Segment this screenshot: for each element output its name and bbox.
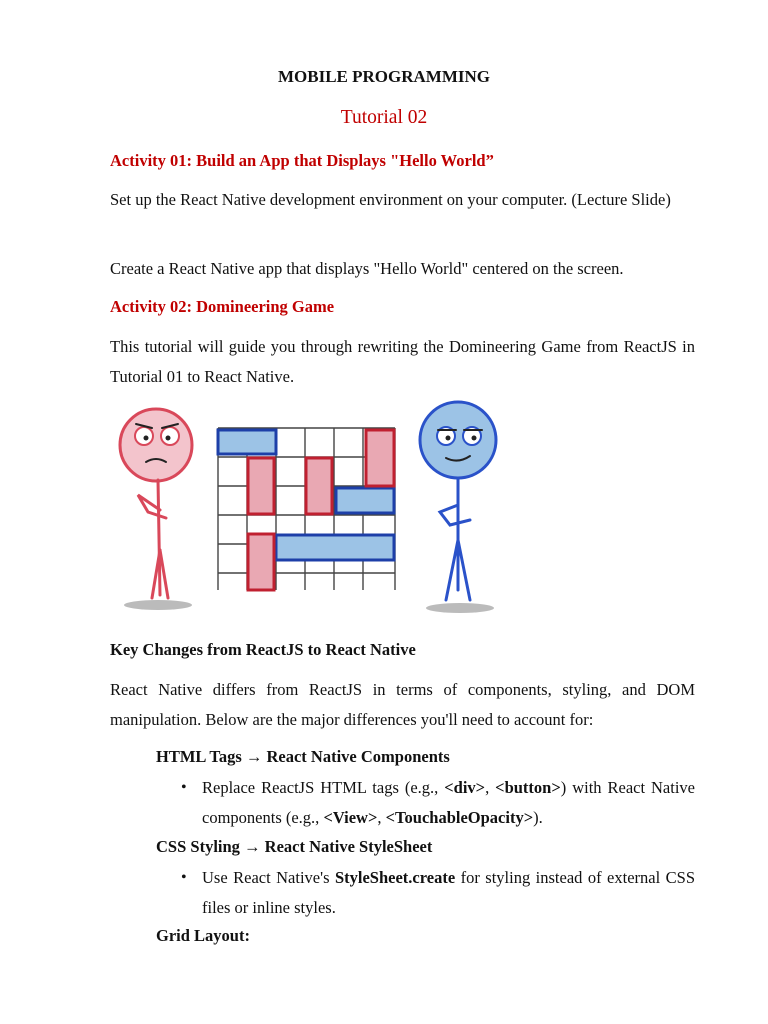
section-html-tags-title: HTML Tags → React Native Components — [156, 747, 450, 766]
tutorial-title: Tutorial 02 — [340, 107, 428, 128]
blue-domino — [276, 535, 394, 560]
bullet-marker: • — [181, 779, 187, 796]
red-domino — [306, 458, 332, 514]
activity-01-paragraph-1: Set up the React Native development environment on your computer. (Lecture Slide) — [110, 190, 671, 209]
bullet-marker: • — [181, 869, 187, 886]
red-player-shadow — [124, 600, 192, 610]
red-domino — [366, 430, 394, 486]
activity-01-heading: Activity 01: Build an App that Displays "Hello World” — [110, 151, 494, 170]
key-changes-heading: Key Changes from ReactJS to React Native — [110, 640, 416, 659]
key-changes-paragraph: React Native differs from ReactJS in terms of components, styling, and DOM manipulation. Below are the major differences you'll need to account for: — [110, 680, 695, 729]
section-grid-layout-title: Grid Layout: — [156, 926, 250, 945]
section-html-tags-bullet: Replace ReactJS HTML tags (e.g., <div>, <button>) with React Native components (e.g., <View>, <TouchableOpacity>). — [202, 778, 696, 827]
red-player-figure — [120, 409, 192, 598]
section-css-styling-title: CSS Styling → React Native StyleSheet — [156, 837, 433, 856]
activity-02-heading: Activity 02: Domineering Game — [110, 297, 335, 316]
blue-domino — [336, 488, 394, 513]
blue-player-figure — [420, 402, 496, 600]
activity-01-paragraph-2: Create a React Native app that displays "Hello World" centered on the screen. — [110, 259, 624, 278]
blue-domino — [218, 430, 276, 454]
document-header-title: MOBILE PROGRAMMING — [277, 67, 491, 86]
activity-02-paragraph: This tutorial will guide you through rewriting the Domineering Game from ReactJS in Tutorial 01 to React Native. — [110, 337, 695, 386]
domineering-game-illustration — [108, 400, 508, 622]
section-css-styling-bullet: Use React Native's StyleSheet.create for styling instead of external CSS files or inline styles. — [202, 868, 695, 917]
red-domino — [248, 534, 274, 590]
blue-player-shadow — [426, 603, 494, 613]
domineering-board — [218, 428, 395, 590]
red-domino — [248, 458, 274, 514]
